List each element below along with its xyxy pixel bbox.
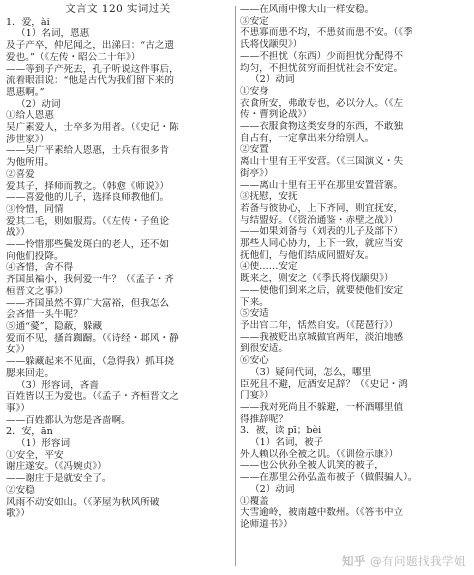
text-line: 爱而不见，搔首踟蹰。（《诗经・邶风・静 [6, 332, 179, 344]
text-line: 传・曹刿论战》） [240, 109, 312, 121]
text-line: 街亭》） [240, 167, 274, 179]
watermark [342, 553, 466, 569]
text-line: ——吴广平素给人恩惠，士兵有很多肯 [6, 145, 170, 157]
text-line: 外人赖以孙全被之讥。（《训俭示康》） [240, 448, 399, 460]
text-line: ②喜爱 [6, 168, 35, 180]
text-line: ②安稳 [6, 484, 35, 496]
left-column-text [6, 17, 230, 520]
text-line: 歌》） [6, 508, 30, 520]
text-line: ⑤安适 [240, 308, 269, 320]
text-line: 会吝惜一头牛呢？ [6, 309, 83, 321]
text-line: ——怜惜那些鬓发斑白的老人，还不如 [6, 239, 170, 251]
text-line: ④吝惜，舍不得 [6, 262, 74, 274]
text-line: 自占有，一定拿出来分给别人。 [240, 132, 375, 144]
text-line: 腮来回走。 [6, 367, 54, 379]
text-line: （2）动词 [16, 98, 61, 110]
text-line: ③安定 [240, 15, 269, 27]
document-title: 文言文 120 实词过关 [65, 3, 171, 15]
text-line: 衣食所安，弗敢专也，必以分人。（《左 [240, 97, 404, 109]
text-line: （2）动词 [250, 483, 295, 495]
text-line: ——我被贬出京城做官两年，淡泊地感 [240, 331, 404, 343]
text-line: 既来之，则安之（《季氏将伐颛臾》） [240, 273, 394, 285]
text-line: ——在那里公孙弘盖布被子（做假骗人）。 [240, 472, 418, 484]
right-column-text [240, 4, 464, 531]
text-line: 桓晋文之事》） [6, 285, 69, 297]
text-line: 1．爱，ài [6, 16, 50, 28]
text-line: 抚他们，与他们结成同盟好友。 [240, 249, 375, 261]
text-line: ——离山十里有王平在那里安置营寨。 [240, 179, 404, 191]
text-line: 均匀，不担忧贫穷而担忧社会不安定。 [240, 62, 404, 74]
text-line: （3）疑问代词，怎么，哪里 [250, 366, 372, 378]
text-line: （2）动词 [250, 74, 295, 86]
text-line: ——等到子产死去，孔子听说这件事后， [6, 63, 179, 75]
left-column [6, 4, 230, 520]
column-divider [235, 6, 236, 566]
text-line: ②安置 [240, 144, 269, 156]
text-line: ⑥安心 [240, 355, 269, 367]
text-line: （1）名词，被子 [250, 437, 324, 449]
text-line: 女》） [6, 344, 30, 356]
text-line: ①安身 [240, 85, 269, 97]
text-line: ——不担忧（东西）少而担忧分配得不 [240, 50, 404, 62]
text-line: 向他们投降。 [6, 250, 64, 262]
text-line: 门宴》） [240, 390, 274, 402]
text-line: 那些人同心协力，上下一致，就应当安 [240, 238, 404, 250]
text-line: 到很安适。 [240, 343, 288, 355]
text-line: ——谢庄于是就安全了。 [6, 473, 112, 485]
text-line: ——使他们到来之后，就要使他们安定 [240, 284, 404, 296]
text-line: 3．被，读 pī；bèi [240, 425, 322, 437]
text-line: 离山十里有王平安营。（《三国演义・失 [240, 156, 404, 168]
text-line: 齐国虽褊小，我何爱一牛？（《孟子・齐 [6, 274, 174, 286]
text-line: 吴广素爱人，士卒多为用者。（《史记・陈 [6, 122, 179, 134]
text-line: ——也公伙孙全被人讥笑的被子， [240, 460, 384, 472]
text-line: 论师道书》） [240, 518, 293, 530]
text-line: ①安全，平安 [6, 449, 64, 461]
text-line: ①给人恩惠 [6, 110, 54, 122]
text-line: （1）形容词 [16, 438, 71, 450]
text-line: 及子产卒，仲尼闻之，出涕曰：“古之遗 [6, 40, 174, 52]
text-line: ③怜惜，同情 [6, 203, 64, 215]
text-line: 不患寡而患不均，不患贫而患不安。（《季 [240, 27, 413, 39]
text-line: 事》） [6, 402, 30, 414]
text-line: 爱其二毛，则如服焉。（《左传・子鱼论 [6, 215, 170, 227]
text-line: ——我对死尚且不躲避，一杯酒哪里值 [240, 401, 404, 413]
text-line: 风雨不动安如山。（《茅屋为秋风所破 [6, 496, 160, 508]
text-line: ——喜爱他的儿子，选择良师教他们。 [6, 192, 170, 204]
text-line: （3）形容词，吝啬 [16, 379, 99, 391]
text-line: 下来。 [240, 296, 269, 308]
zhihu-logo: 知乎 [342, 554, 366, 568]
text-line: ③抚慰，安抚 [240, 191, 298, 203]
text-line: 恩惠啊。” [6, 86, 45, 98]
text-line: ④使……安定 [240, 261, 298, 273]
text-line: ——在风雨中像大山一样安稳。 [240, 4, 375, 15]
watermark-author: @有问题找我学姐 [370, 554, 466, 568]
text-line: （1）名词，恩惠 [16, 28, 90, 40]
text-line: ⑤通“薆”，隐蔽，躲藏 [6, 320, 103, 332]
text-line: ——齐国虽然不算广大富裕，但我怎么 [6, 297, 170, 309]
text-line: 大雪逾岭，被南越中数州。（《答韦中立 [240, 507, 404, 519]
text-line: 予出官二年，恬然自安。（《琵琶行》） [240, 319, 399, 331]
text-line: 战》） [6, 227, 30, 239]
text-line: 爱也。”（《左传・昭公二十年》） [6, 51, 141, 63]
text-line: 得推辞呢？ [240, 413, 288, 425]
text-line: ——躲藏起来不见面，（急得我）抓耳挠 [6, 356, 174, 368]
text-line: ①覆盖 [240, 495, 269, 507]
text-line: 臣死且不避，卮酒安足辞？（《史记・鸿 [240, 378, 408, 390]
text-line: 涉世家》） [6, 133, 50, 145]
text-line: 爱其子，择师而教之。（韩愈《师说》） [6, 180, 170, 192]
text-line: 流着眼泪说：“他是古代为我们留下来的 [6, 75, 174, 87]
text-line: 若备与彼协心，上下齐同，则宜抚安， [240, 202, 404, 214]
text-line: 氏将伐颛臾》） [240, 39, 303, 51]
text-line: 与结盟好。（《资治通鉴・赤壁之战》） [240, 214, 399, 226]
text-line: 百姓皆以王为爱也。（《孟子・齐桓晋文之 [6, 391, 179, 403]
text-line: 为他所用。 [6, 157, 54, 169]
right-column [240, 4, 464, 531]
text-line: 谢庄遂安。（《冯婉贞》） [6, 461, 107, 473]
document-page [6, 4, 468, 570]
text-line: ——如果刘备与（刘表的儿子及部下） [240, 226, 404, 238]
text-line: ——衣服食物这类安身的东西，不敢独 [240, 121, 404, 133]
text-line: ——百姓都认为您是吝啬啊。 [6, 414, 131, 426]
text-line: 2．安，ān [6, 426, 53, 438]
